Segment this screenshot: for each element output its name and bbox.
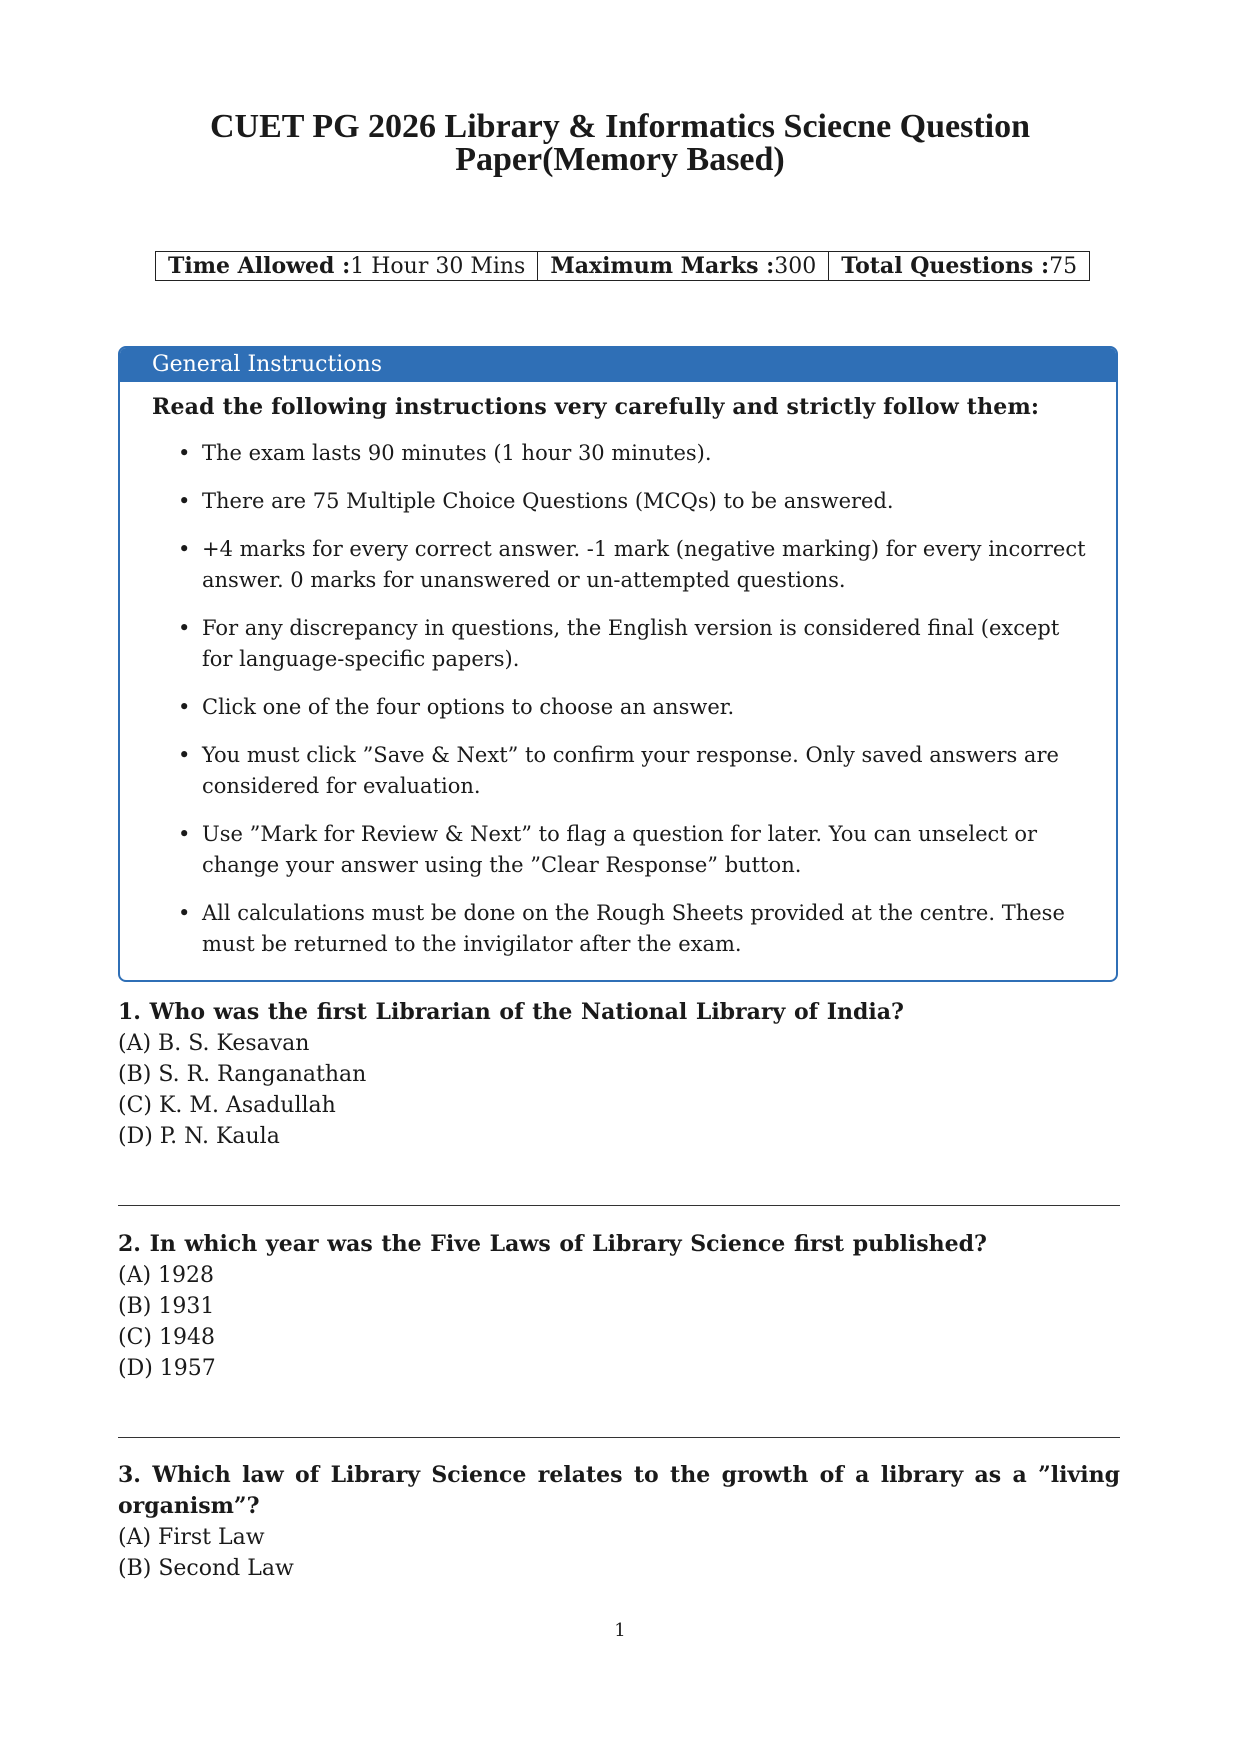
instruction-item: • You must click ”Save & Next” to confirm your response. Only saved answers are considered for evaluation. (202, 740, 1094, 802)
question-divider (118, 1205, 1120, 1206)
time-allowed-value: 1 Hour 30 Mins (350, 254, 526, 279)
option-c: (C) 1948 (118, 1325, 215, 1350)
question-3 (118, 1460, 1120, 1584)
exam-info-table (155, 251, 1090, 281)
option-a: (A) First Law (118, 1525, 265, 1550)
question-text: 3. Which law of Library Science relates to the growth of a library as a ”living organism”? (118, 1462, 1120, 1519)
title-line-1: CUET PG 2026 Library & Informatics Sciecne Question (209, 108, 1031, 145)
bullet-icon: • (178, 537, 191, 561)
total-questions-value: 75 (1049, 254, 1078, 279)
question-text: 1. Who was the first Librarian of the National Library of India? (118, 999, 904, 1025)
time-allowed-label: Time Allowed : (168, 253, 351, 279)
total-questions-label: Total Questions : (841, 253, 1050, 279)
option-a: (A) B. S. Kesavan (118, 1031, 310, 1056)
instruction-item: • For any discrepancy in questions, the English version is considered final (except for language-specific papers). (202, 613, 1094, 675)
bullet-icon: • (178, 822, 191, 846)
option-a: (A) 1928 (118, 1263, 215, 1288)
bullet-icon: • (178, 489, 191, 513)
bullet-icon: • (178, 616, 191, 640)
instruction-item: • Use ”Mark for Review & Next” to flag a question for later. You can unselect or change your answer using the ”Clear Response” button. (202, 819, 1094, 881)
page-title (160, 110, 1080, 176)
total-questions-cell (829, 252, 1090, 281)
option-c: (C) K. M. Asadullah (118, 1093, 336, 1118)
title-line-2: Paper(Memory Based) (455, 141, 785, 178)
instructions-header: General Instructions (120, 348, 1116, 382)
general-instructions-box (118, 346, 1118, 982)
maximum-marks-value: 300 (774, 254, 817, 279)
page-number: 1 (614, 1620, 626, 1641)
question-2 (118, 1229, 1120, 1384)
instructions-lead: Read the following instructions very carefully and strictly follow them: (152, 394, 1040, 420)
instruction-item: • There are 75 Multiple Choice Questions (MCQs) to be answered. (202, 486, 1094, 517)
bullet-icon: • (178, 441, 191, 465)
bullet-icon: • (178, 743, 191, 767)
question-divider (118, 1437, 1120, 1438)
instruction-item: • The exam lasts 90 minutes (1 hour 30 minutes). (202, 438, 1094, 469)
time-allowed-cell (156, 252, 538, 281)
bullet-icon: • (178, 695, 191, 719)
instruction-item: • Click one of the four options to choose an answer. (202, 692, 1094, 723)
instruction-item: • All calculations must be done on the Rough Sheets provided at the centre. These must be returned to the invigilator after the exam. (202, 898, 1094, 960)
instructions-list (120, 438, 1116, 960)
instruction-item: • +4 marks for every correct answer. -1 mark (negative marking) for every incorrect answer. 0 marks for unanswered or un-attempted questions. (202, 534, 1094, 596)
question-1 (118, 997, 1120, 1152)
option-d: (D) P. N. Kaula (118, 1124, 280, 1149)
maximum-marks-label: Maximum Marks : (550, 253, 775, 279)
maximum-marks-cell (538, 252, 829, 281)
question-text: 2. In which year was the Five Laws of Library Science first published? (118, 1231, 987, 1257)
option-b: (B) 1931 (118, 1294, 215, 1319)
option-d: (D) 1957 (118, 1356, 216, 1381)
option-b: (B) Second Law (118, 1556, 294, 1581)
bullet-icon: • (178, 901, 191, 925)
option-b: (B) S. R. Ranganathan (118, 1062, 367, 1087)
